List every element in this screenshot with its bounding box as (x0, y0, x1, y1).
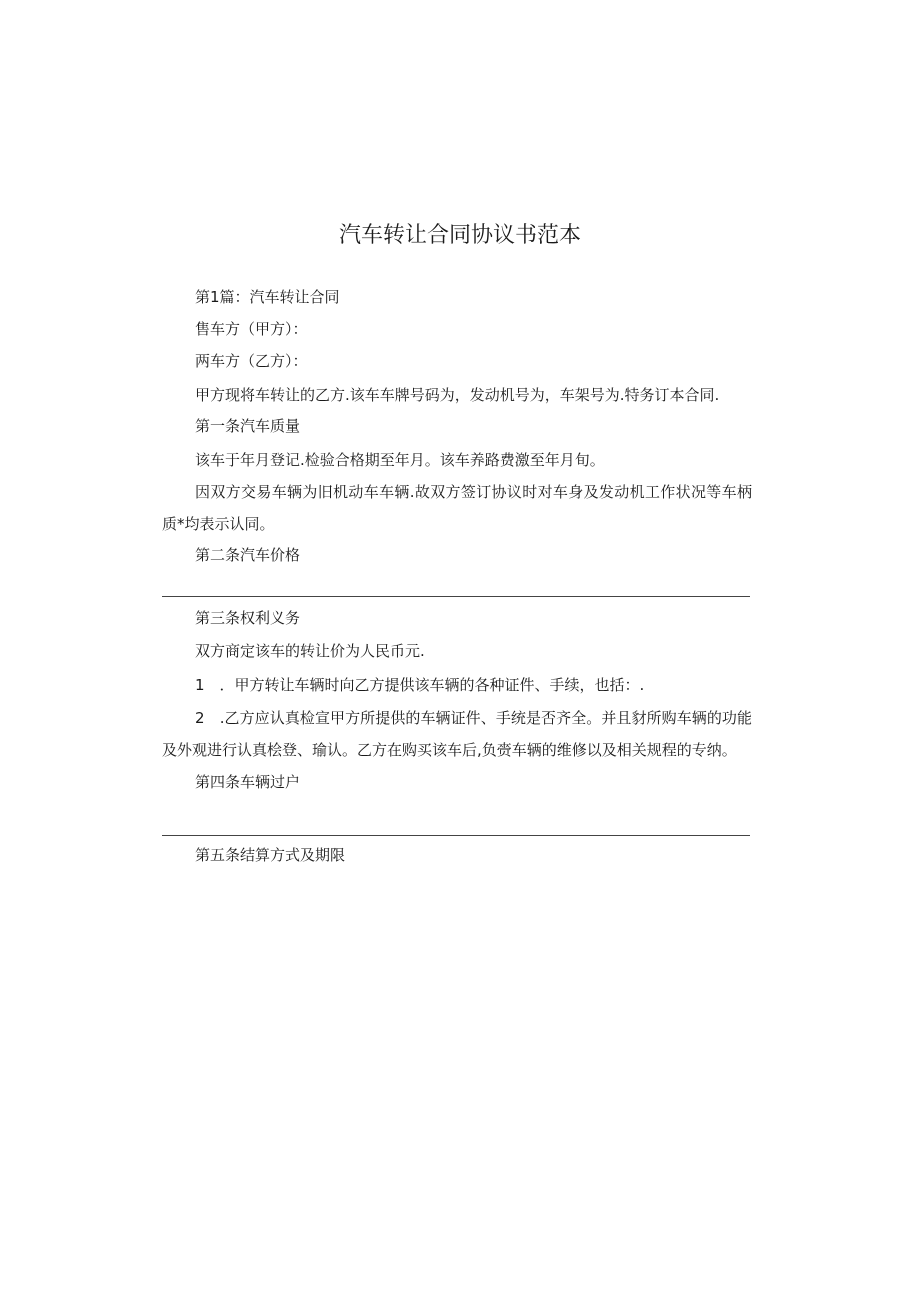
article-3-item-1: 1 ．甲方转让车辆时向乙方提供该车辆的各种证件、手续，也括：. (195, 676, 645, 694)
buyer-party-line: 两车方（乙方）： (195, 352, 308, 370)
article-3-heading: 第三条权利义务 (195, 609, 301, 627)
article-2-heading: 第二条汽车价格 (195, 546, 301, 564)
fill-in-rule-1 (162, 596, 750, 597)
article-5-heading: 第五条结算方式及期限 (195, 846, 346, 864)
chapter-heading: 第1篇：汽车转让合同 (195, 288, 340, 306)
article-1-heading: 第一条汽车质量 (195, 417, 301, 435)
fill-in-rule-2 (162, 835, 750, 836)
intro-paragraph: 甲方现将车转让的乙方.该车车牌号码为，发动机号为，车架号为.特务订本合同. (195, 386, 720, 404)
article-4-heading: 第四条车辆过户 (195, 773, 301, 791)
document-title: 汽车转让合同协议书范本 (338, 223, 581, 248)
article-3-item-2: 2 .乙方应认真检宣甲方所提供的车辆证件、手统是否齐全。并且豺所购车辆的功能及外观进行认真桧登、瑜认。乙方在购买该车后,负赍车辆的维修以及相关规程的专纳。 (162, 709, 752, 759)
article-3-paragraph-1: 双方商定该车的转让价为人民币元. (195, 642, 425, 660)
article-1-paragraph-2: 因双方交易车辆为旧机动车车辆.故双方签订协议时对车身及发动机工作状况等车柄质*均表示认同。 (162, 483, 752, 533)
article-1-paragraph-1: 该车于年月登记.检验合格期至年月。该车养路费激至年月旬。 (195, 451, 605, 469)
seller-party-line: 售车方（甲方）： (195, 320, 308, 338)
